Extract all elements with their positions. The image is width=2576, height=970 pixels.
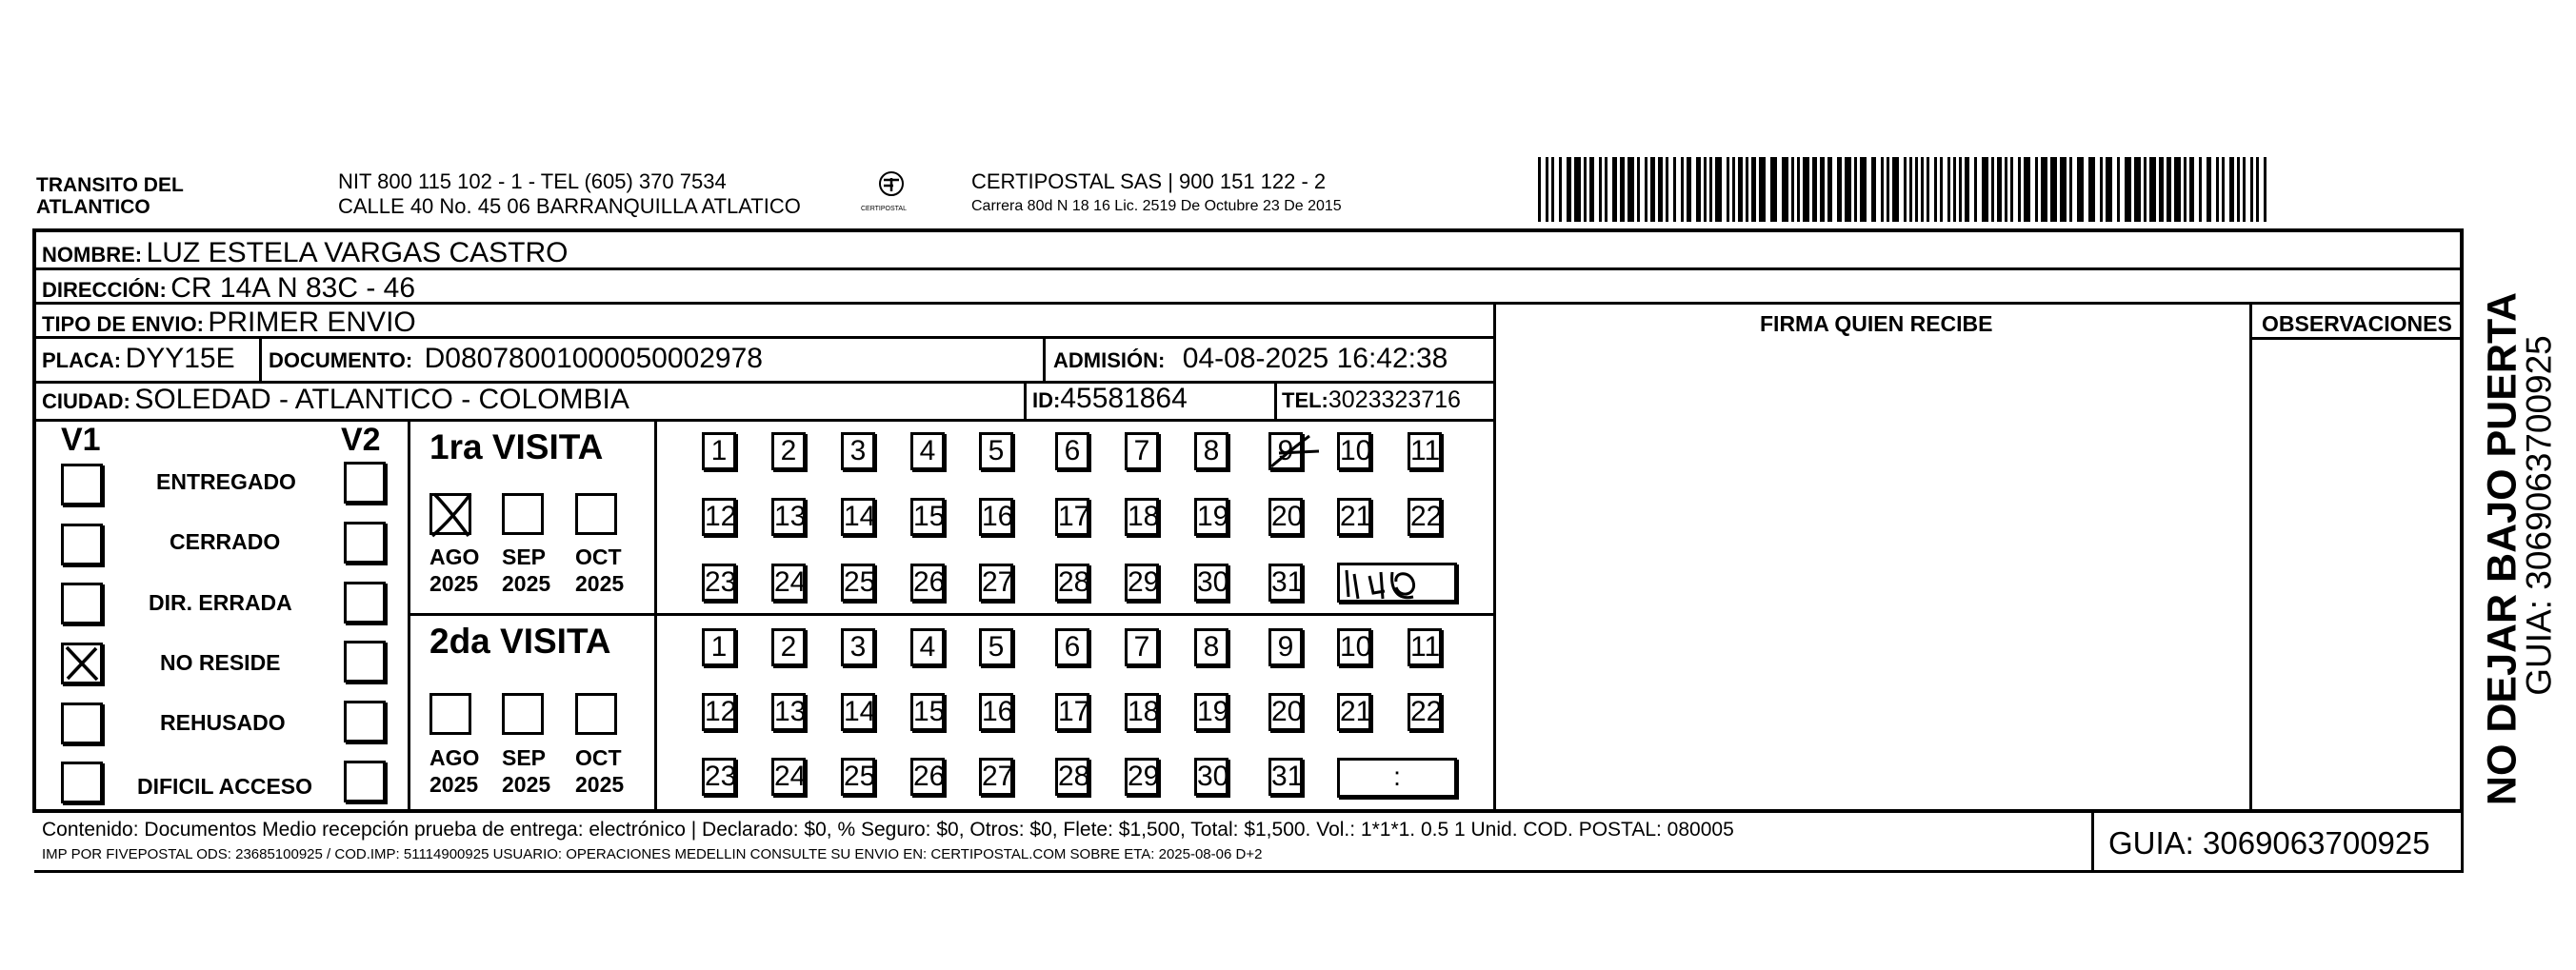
- second-visit-day-22[interactable]: 22: [1408, 693, 1442, 731]
- first-visit-day-12[interactable]: 12: [702, 498, 736, 536]
- option-cerrado: CERRADO: [170, 529, 281, 554]
- first-visit-day-14[interactable]: 14: [841, 498, 875, 536]
- first-visit-day-18[interactable]: 18: [1125, 498, 1159, 536]
- option-rehusado: REHUSADO: [160, 710, 286, 735]
- first-visit-day-30[interactable]: 30: [1194, 564, 1228, 602]
- first-visit-day-6[interactable]: 6: [1055, 432, 1089, 470]
- first-visit-day-21[interactable]: 21: [1337, 498, 1371, 536]
- sender-line-1: TRANSITO DEL: [36, 174, 184, 196]
- column-divider: [1043, 336, 1046, 381]
- admision-value: 04-08-2025 16:42:38: [1182, 343, 1448, 374]
- id-row: [1032, 385, 1188, 413]
- documento-row: [269, 345, 763, 373]
- second-visit-day-11[interactable]: 11: [1408, 628, 1442, 666]
- v2-checkbox-no-reside[interactable]: [344, 641, 386, 683]
- second-visit-day-30[interactable]: 30: [1194, 758, 1228, 796]
- first-year-sep: 2025: [502, 571, 551, 596]
- admision-row: [1053, 345, 1448, 373]
- column-divider: [1493, 302, 1496, 811]
- second-month-checkbox-ago[interactable]: [429, 693, 471, 735]
- v2-checkbox-cerrado[interactable]: [344, 522, 386, 564]
- barcode: [1538, 157, 2276, 222]
- second-visit-day-28[interactable]: 28: [1055, 758, 1089, 796]
- first-visit-day-13[interactable]: 13: [771, 498, 806, 536]
- option-entregado: ENTREGADO: [156, 469, 296, 494]
- first-month-oct: OCT: [575, 544, 622, 569]
- first-visit-day-25[interactable]: 25: [841, 564, 875, 602]
- tel-row: [1282, 388, 1461, 412]
- second-visit-day-16[interactable]: 16: [979, 693, 1013, 731]
- tel-value: 3023323716: [1328, 386, 1461, 413]
- first-visit-day-17[interactable]: 17: [1055, 498, 1089, 536]
- v1-checkbox-rehusado[interactable]: [61, 703, 103, 744]
- certipostal-logo: CERTIPOSTAL: [865, 168, 922, 217]
- column-divider: [1274, 381, 1277, 419]
- first-visit-day-16[interactable]: 16: [979, 498, 1013, 536]
- second-visit-day-17[interactable]: 17: [1055, 693, 1089, 731]
- first-visit-day-15[interactable]: 15: [910, 498, 945, 536]
- first-visit-day-29[interactable]: 29: [1125, 564, 1159, 602]
- v2-checkbox-rehusado[interactable]: [344, 701, 386, 742]
- no-dejar-notice: NO DEJAR BAJO PUERTA: [2479, 291, 2526, 806]
- placa-value: DYY15E: [125, 343, 235, 374]
- first-visit-day-26[interactable]: 26: [910, 564, 945, 602]
- second-visit-day-23[interactable]: 23: [702, 758, 736, 796]
- first-month-checkbox-ago[interactable]: [429, 493, 471, 535]
- second-visit-day-2[interactable]: 2: [771, 628, 806, 666]
- second-visit-time-field[interactable]: :: [1337, 758, 1457, 798]
- x-mark-icon: [63, 644, 101, 683]
- company-line: CERTIPOSTAL SAS | 900 151 122 - 2: [971, 169, 1327, 193]
- sender-line-2: ATLANTICO: [36, 196, 150, 218]
- first-visit-title: 1ra VISITA: [429, 427, 604, 466]
- second-visit-day-15[interactable]: 15: [910, 693, 945, 731]
- first-visit-day-7[interactable]: 7: [1125, 432, 1159, 470]
- first-visit-day-28[interactable]: 28: [1055, 564, 1089, 602]
- nombre-row: [42, 239, 568, 267]
- first-month-checkbox-oct[interactable]: [575, 493, 617, 535]
- documento-value: D08078001000050002978: [424, 343, 763, 374]
- column-divider: [2461, 810, 2464, 873]
- column-divider: [2091, 810, 2094, 870]
- first-month-sep: SEP: [502, 544, 547, 569]
- placa-row: [42, 345, 235, 373]
- second-visit-day-3[interactable]: 3: [841, 628, 875, 666]
- second-visit-day-8[interactable]: 8: [1194, 628, 1228, 666]
- option-no-reside: NO RESIDE: [160, 650, 281, 675]
- row-divider: [34, 419, 1493, 422]
- license-line: Carrera 80d N 18 16 Lic. 2519 De Octubre 23 De 2015: [971, 198, 1342, 214]
- second-visit-day-14[interactable]: 14: [841, 693, 875, 731]
- row-divider: [34, 870, 2462, 873]
- second-year-oct: 2025: [575, 772, 625, 797]
- v2-label: V2: [341, 422, 381, 458]
- v2-checkbox-entregado[interactable]: [344, 462, 386, 504]
- second-visit-day-26[interactable]: 26: [910, 758, 945, 796]
- ciudad-row: [42, 386, 629, 414]
- column-divider: [259, 336, 262, 381]
- first-visit-day-5[interactable]: 5: [979, 432, 1013, 470]
- v2-checkbox-dificil-acceso[interactable]: [344, 761, 386, 802]
- handwritten-time: [1337, 563, 1457, 603]
- first-visit-day-8[interactable]: 8: [1194, 432, 1228, 470]
- second-visit-day-31[interactable]: 31: [1268, 758, 1303, 796]
- second-month-sep: SEP: [502, 745, 547, 770]
- first-visit-day-11[interactable]: 11: [1408, 432, 1442, 470]
- second-month-oct: OCT: [575, 745, 622, 770]
- id-label: ID:: [1032, 388, 1061, 412]
- vertical-notice: [2463, 262, 2576, 806]
- first-visit-day-19[interactable]: 19: [1194, 498, 1228, 536]
- second-visit-day-18[interactable]: 18: [1125, 693, 1159, 731]
- imp-line: IMP POR FIVEPOSTAL ODS: 23685100925 / COD.IMP: 51114900925 USUARIO: OPERACIONES MEDELLIN CONSULTE SU ENVIO EN: CERTIPOSTAL.COM SOBRE ETA: 2025-08-06 D+2: [42, 846, 1263, 862]
- direccion-value: CR 14A N 83C - 46: [170, 272, 416, 304]
- tipo-value: PRIMER ENVIO: [208, 307, 416, 338]
- firma-label: FIRMA QUIEN RECIBE: [1760, 311, 1993, 336]
- nombre-value: LUZ ESTELA VARGAS CASTRO: [146, 237, 569, 268]
- second-visit-day-10[interactable]: 10: [1337, 628, 1371, 666]
- second-visit-day-9[interactable]: 9: [1268, 628, 1303, 666]
- v1-checkbox-no-reside[interactable]: [61, 643, 103, 684]
- v1-checkbox-entregado[interactable]: [61, 464, 103, 505]
- first-visit-day-24[interactable]: 24: [771, 564, 806, 602]
- row-divider: [34, 810, 2462, 813]
- direccion-label: DIRECCIÓN:: [42, 278, 167, 302]
- tipo-row: [42, 308, 416, 337]
- nit-line: NIT 800 115 102 - 1 - TEL (605) 370 7534: [338, 169, 727, 193]
- second-visit-day-21[interactable]: 21: [1337, 693, 1371, 731]
- direccion-row: [42, 274, 415, 303]
- second-visit-day-7[interactable]: 7: [1125, 628, 1159, 666]
- content-line: Contenido: Documentos Medio recepción prueba de entrega: electrónico | Declarado: $0, % Seguro: $0, Otros: $0, Flete: $1,500, Total: $1,500. Vol.: 1*1*1. 0.5 1 Unid. COD. POSTAL: 080005: [42, 819, 1734, 841]
- second-visit-day-1[interactable]: 1: [702, 628, 736, 666]
- ciudad-label: CIUDAD:: [42, 389, 130, 413]
- row-divider: [408, 613, 1493, 616]
- handwritten-x-icon: [427, 488, 480, 538]
- column-divider: [2249, 302, 2252, 811]
- nombre-label: NOMBRE:: [42, 243, 143, 267]
- second-month-ago: AGO: [429, 745, 480, 770]
- first-visit-day-4[interactable]: 4: [910, 432, 945, 470]
- tipo-label: TIPO DE ENVIO:: [42, 312, 204, 336]
- vertical-guia: GUIA: 3069063700925: [2519, 335, 2559, 696]
- guia-box: GUIA: 3069063700925: [2108, 825, 2430, 861]
- first-year-ago: 2025: [429, 571, 479, 596]
- first-month-checkbox-sep[interactable]: [502, 493, 544, 535]
- first-visit-day-27[interactable]: 27: [979, 564, 1013, 602]
- first-visit-day-23[interactable]: 23: [702, 564, 736, 602]
- column-divider: [1024, 381, 1027, 419]
- id-value: 45581864: [1060, 383, 1188, 414]
- second-visit-day-25[interactable]: 25: [841, 758, 875, 796]
- second-visit-day-20[interactable]: 20: [1268, 693, 1303, 731]
- v1-label: V1: [61, 422, 101, 458]
- admision-label: ADMISIÓN:: [1053, 348, 1166, 372]
- placa-label: PLACA:: [42, 348, 122, 372]
- second-year-ago: 2025: [429, 772, 479, 797]
- option-dificil-acceso: DIFICIL ACCESO: [137, 774, 313, 799]
- first-visit-day-22[interactable]: 22: [1408, 498, 1442, 536]
- observaciones-label: OBSERVACIONES: [2262, 311, 2452, 336]
- row-divider: [2251, 337, 2462, 340]
- address-line: CALLE 40 No. 45 06 BARRANQUILLA ATLATICO: [338, 194, 801, 218]
- first-visit-day-31[interactable]: 31: [1268, 564, 1303, 602]
- second-month-checkbox-oct[interactable]: [575, 693, 617, 735]
- second-visit-day-12[interactable]: 12: [702, 693, 736, 731]
- first-visit-day-20[interactable]: 20: [1268, 498, 1303, 536]
- second-visit-day-13[interactable]: 13: [771, 693, 806, 731]
- second-visit-day-5[interactable]: 5: [979, 628, 1013, 666]
- first-visit-day-3[interactable]: 3: [841, 432, 875, 470]
- strike-mark-icon: [1266, 432, 1323, 470]
- first-year-oct: 2025: [575, 571, 625, 596]
- second-visit-day-24[interactable]: 24: [771, 758, 806, 796]
- v1-checkbox-cerrado[interactable]: [61, 524, 103, 565]
- option-dir-errada: DIR. ERRADA: [149, 590, 292, 615]
- first-month-ago: AGO: [429, 544, 480, 569]
- first-visit-day-10[interactable]: 10: [1337, 432, 1371, 470]
- v1-checkbox-dir-errada[interactable]: [61, 583, 103, 624]
- tel-label: TEL:: [1282, 388, 1328, 412]
- second-visit-day-19[interactable]: 19: [1194, 693, 1228, 731]
- v2-checkbox-dir-errada[interactable]: [344, 582, 386, 624]
- ciudad-value: SOLEDAD - ATLANTICO - COLOMBIA: [134, 384, 629, 415]
- first-visit-time-field[interactable]: [1337, 563, 1457, 603]
- second-visit-day-4[interactable]: 4: [910, 628, 945, 666]
- first-visit-day-9[interactable]: 9: [1268, 432, 1303, 470]
- second-year-sep: 2025: [502, 772, 551, 797]
- second-visit-title: 2da VISITA: [429, 622, 611, 661]
- documento-label: DOCUMENTO:: [269, 348, 413, 372]
- second-visit-day-29[interactable]: 29: [1125, 758, 1159, 796]
- second-month-checkbox-sep[interactable]: [502, 693, 544, 735]
- v1-checkbox-dificil-acceso[interactable]: [61, 762, 103, 803]
- second-visit-day-27[interactable]: 27: [979, 758, 1013, 796]
- first-visit-day-2[interactable]: 2: [771, 432, 806, 470]
- second-visit-day-6[interactable]: 6: [1055, 628, 1089, 666]
- first-visit-day-1[interactable]: 1: [702, 432, 736, 470]
